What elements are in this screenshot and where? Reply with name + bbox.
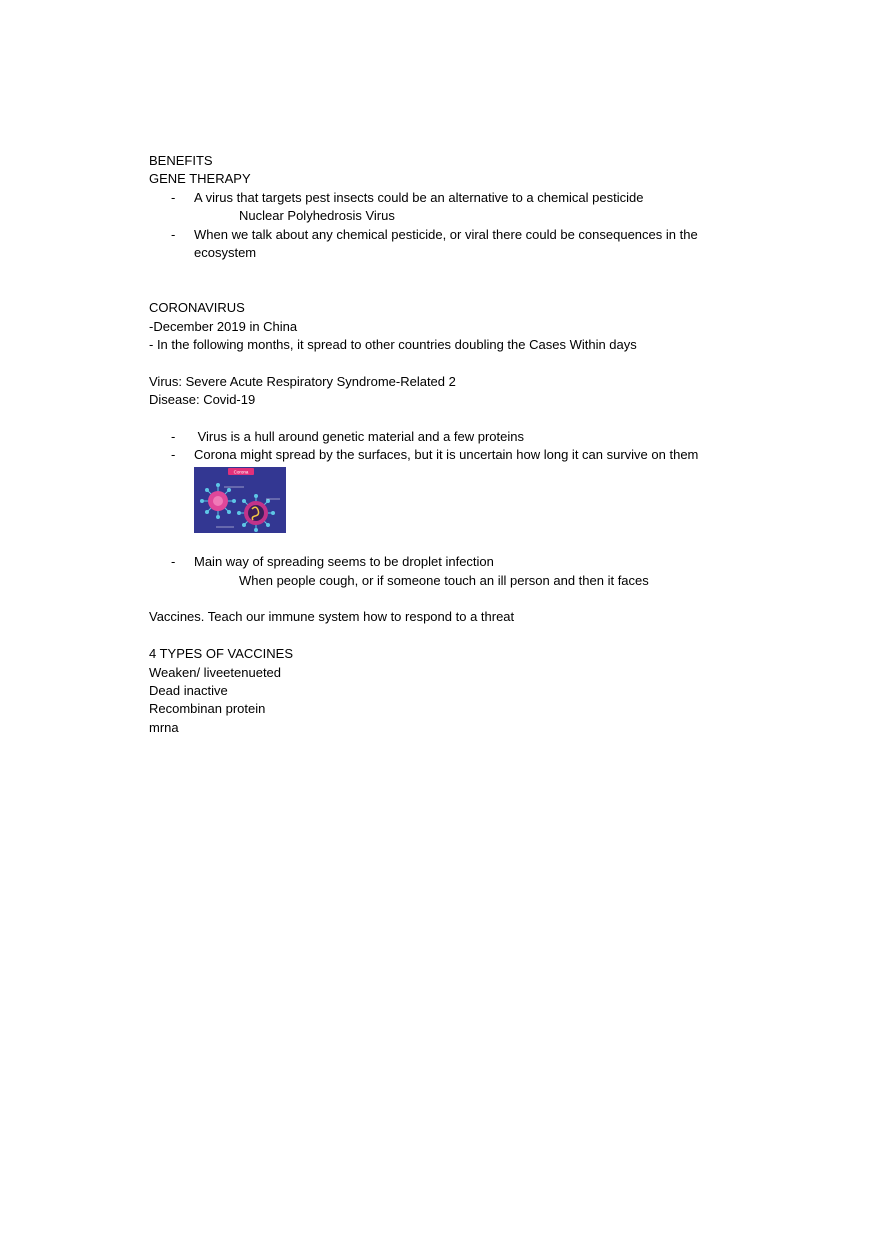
list-item	[149, 553, 749, 571]
coronavirus-heading: CORONAVIRUS	[149, 300, 245, 316]
list-item: mrna	[149, 719, 179, 735]
bullet-subline: When people cough, or if someone touch an ill person and then it faces	[239, 572, 649, 588]
bullet-subline: Nuclear Polyhedrosis Virus	[239, 208, 395, 224]
list-item	[149, 189, 749, 207]
figure-banner-label: Corona	[233, 469, 249, 475]
bullet-text: Main way of spreading seems to be droplet infection	[194, 554, 494, 570]
coronavirus-line: -December 2019 in China	[149, 318, 298, 334]
vaccine-types-heading: 4 TYPES OF VACCINES	[149, 646, 294, 662]
coronavirus-diagram-icon	[194, 467, 286, 533]
list-item	[149, 446, 749, 464]
list-item: Dead inactive	[149, 683, 228, 699]
bullet-dash: -	[171, 189, 176, 205]
list-item: Weaken/ liveetenueted	[149, 664, 282, 680]
gene-therapy-heading: GENE THERAPY	[149, 171, 251, 187]
list-item	[149, 226, 749, 263]
bullet-text: Virus is a hull around genetic material and a few proteins	[194, 429, 525, 445]
coronavirus-line: - In the following months, it spread to other countries doubling the Cases Within days	[149, 337, 637, 353]
bullet-dash: -	[171, 447, 176, 463]
disease-name: Disease: Covid-19	[149, 392, 256, 408]
bullet-dash: -	[171, 226, 176, 242]
document-body	[149, 152, 749, 737]
vaccines-line: Vaccines. Teach our immune system how to respond to a threat	[149, 609, 515, 625]
list-item: Recombinan protein	[149, 701, 266, 717]
benefits-heading: BENEFITS	[149, 153, 213, 168]
bullet-text: Corona might spread by the surfaces, but it is uncertain how long it can survive on them	[194, 447, 699, 463]
bullet-text: A virus that targets pest insects could be an alternative to a chemical pesticide	[194, 189, 644, 205]
bullet-dash: -	[171, 554, 176, 570]
bullet-dash: -	[171, 429, 176, 445]
bullet-text: When we talk about any chemical pesticide, or viral there could be consequences in the ecosystem	[194, 226, 698, 261]
list-item	[149, 428, 749, 446]
virus-name: Virus: Severe Acute Respiratory Syndrome-Related 2	[149, 373, 456, 389]
